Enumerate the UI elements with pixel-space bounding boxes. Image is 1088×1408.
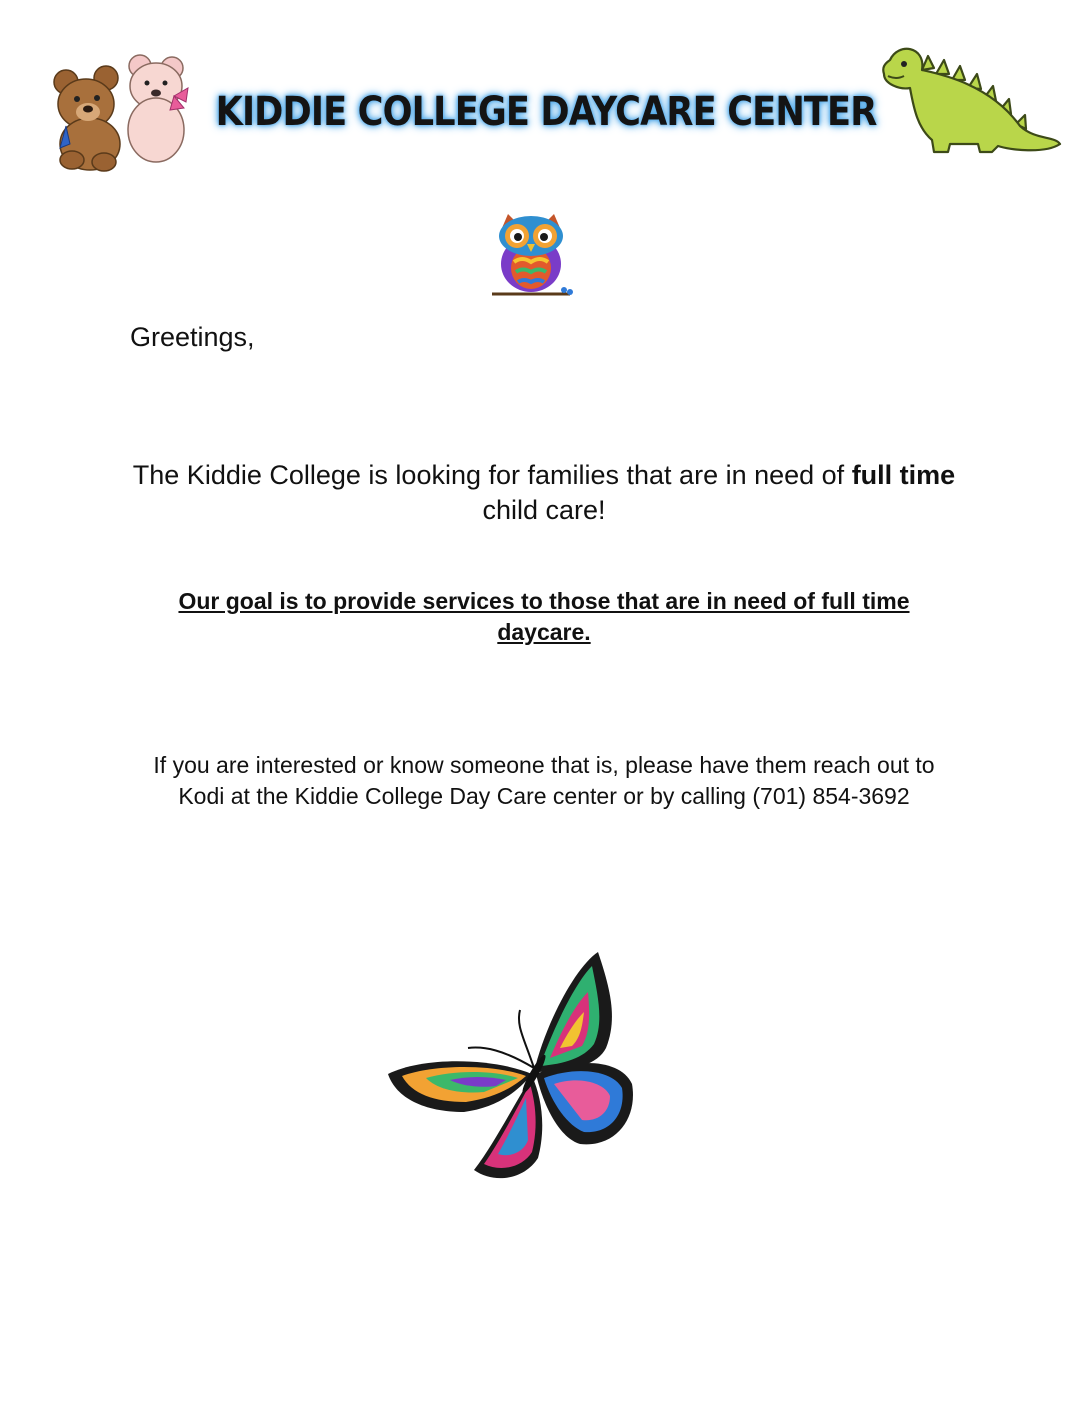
intro-text: The Kiddie College is looking for families that are in need of <box>132 460 852 490</box>
intro-emphasis: full time <box>851 460 956 490</box>
butterfly-icon <box>384 948 638 1184</box>
intro-paragraph <box>130 458 958 528</box>
intro-text-end: child care! <box>482 495 606 525</box>
dinosaur-icon <box>870 40 1064 156</box>
teddy-bears-icon <box>44 46 194 174</box>
contact-paragraph: If you are interested or know someone that is, please have them reach out to Kodi at the Kiddie College Day Care center or by calling (701) 854-3692 <box>153 752 935 809</box>
goal-statement: Our goal is to provide services to those that are in need of full time daycare. <box>178 588 910 645</box>
greeting: Greetings, <box>130 322 255 352</box>
page-title: KIDDIE COLLEGE DAYCARE CENTER <box>215 89 877 135</box>
owl-icon <box>484 206 578 300</box>
